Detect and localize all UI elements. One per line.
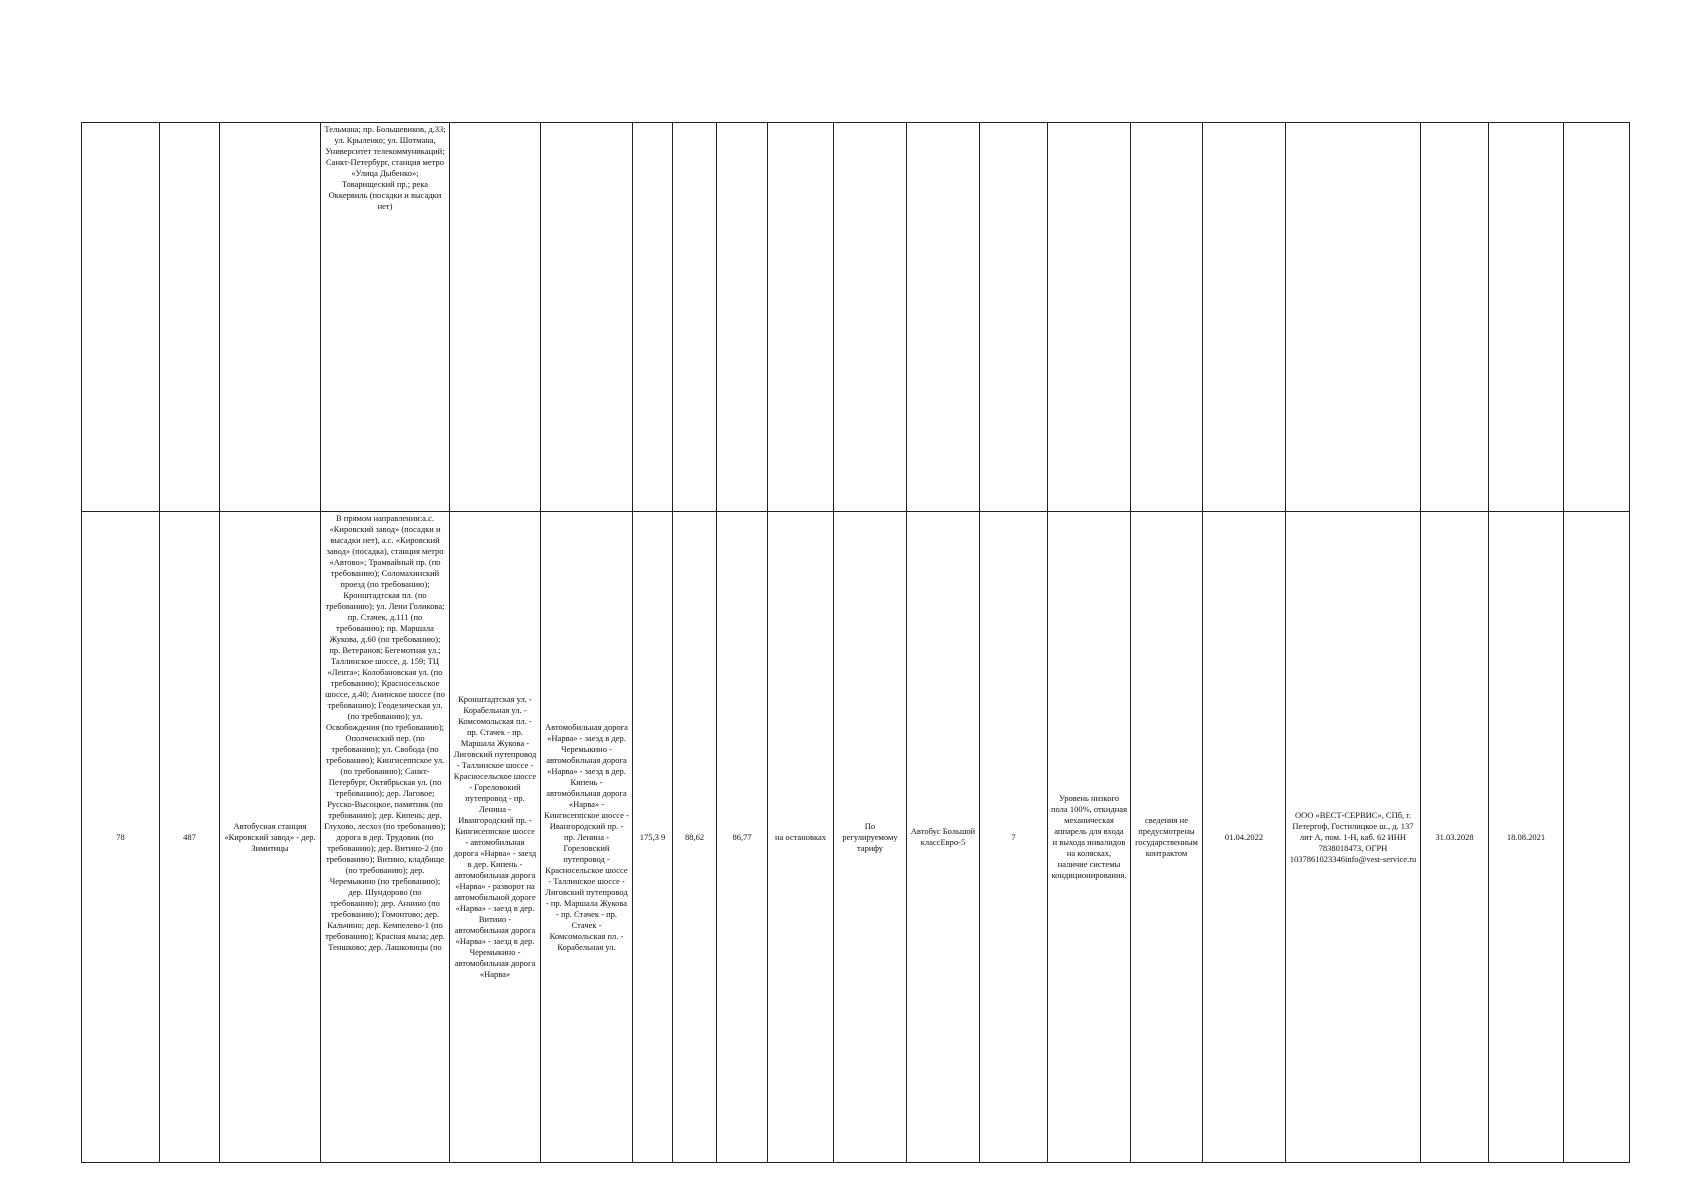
cell-end-date: 31.03.2028 bbox=[1421, 512, 1489, 1163]
cell-start-date: 01.04.2022 bbox=[1203, 512, 1286, 1163]
cell-subsidy bbox=[1131, 123, 1203, 512]
cell-registry-date: 18.08.2021 bbox=[1489, 512, 1564, 1163]
cell-route-name bbox=[220, 123, 321, 512]
cell-route-number: 487 bbox=[160, 512, 220, 1163]
cell-path-forward bbox=[450, 123, 541, 512]
cell-number bbox=[82, 123, 160, 512]
cell-path-forward: Кронштадтская ул. - Корабельная ул. - Комсомольская пл. - пр. Стачек - пр. Маршала Жукова - Лиговский путепровод - Таллинское шоссе - Красносельское шоссе - Гореловокий путепровод - пр. Ленина - Ивангородский пр. - Кингисеппское шоссе - автомобильная дорога «Нарва» - заезд в дер. Кипень - автомобильная дорога «Нарва» - разворот на автомобильной дороге «Нарва» - заезд в дер. Витино - автомобильная дорога «Нарва» - заезд в дер. Черемыкино - автомобильная дорога «Нарва» bbox=[450, 512, 541, 1163]
cell-subsidy: сведения не предусмотрены государственным контрактом bbox=[1131, 512, 1203, 1163]
table-row bbox=[82, 123, 1630, 512]
cell-length-total: 175,3 9 bbox=[633, 512, 673, 1163]
cell-tariff bbox=[834, 123, 907, 512]
cell-registry-date bbox=[1489, 123, 1564, 512]
cell-carrier: ООО «ВЕСТ-СЕРВИС», СПб, г. Петергоф, Гостилицкое ш., д. 137 лит А, пом. 1-Н, каб. 62 ИНН 7838018473, ОГРН 1037861023346info@vest-service.ru bbox=[1286, 512, 1421, 1163]
cell-note bbox=[1564, 123, 1630, 512]
registry-table-page bbox=[81, 122, 1629, 1162]
cell-note bbox=[1564, 512, 1630, 1163]
cell-stops: В прямом направлении:а.с. «Кировский завод» (посадки и высадки нет), а.с. «Кировский завод» (посадка), станция метро «Автово»; Трамвайный пр. (по требованию); Соломахинский проезд (по требованию); Кронштадтская пл. (по требованию); ул. Лени Голикова; пр. Стачек, д.111 (по требованию); пр. Маршала Жукова, д.60 (по требованию); пр. Ветеранов; Бегемотная ул.; Таллинское шоссе, д. 159; ТЦ «Лента»; Колобановская ул. (по требованию); Красносельское шоссе, д.40; Анинское шоссе (по требованию); Геодезическая ул. (по требованию); ул. Освобождения (по требованию); Ополченский пер. (по требованию); ул. Свобода (по требованию); Кингисеппское ул. (по требованию); Санкт-Петербург, Октябрьская ул. (по требованию); дер. Лаговое; Русско-Высоцкое, памятник (по требованию); дер. Кипень; дер. Глухово, лесхоз (по требованию); дорога в дер. Трудовик (по требованию); дер. Витино-2 (по требованию); Витино, кладбище (по требованию); дер. Черемыкино (по требованию); дер. Шундорово (по требованию); дер. Аннино (по требованию); Гомонтово; дер. Кальчино; дер. Кемпелево-1 (по требованию); Красная мыза; дер. Теншково; дер. Лашковицы (по bbox=[321, 512, 450, 1163]
cell-route-number bbox=[160, 123, 220, 512]
cell-path-backward bbox=[541, 123, 633, 512]
cell-vehicle bbox=[907, 123, 980, 512]
cell-tariff: По регулируемому тарифу bbox=[834, 512, 907, 1163]
cell-length-forward bbox=[673, 123, 717, 512]
routes-registry-table bbox=[81, 122, 1630, 1163]
cell-accessibility: Уровень низкого пола 100%, откидная механическая аппарель для входа и выхода инвалидов на колясках, наличие системы кондиционирования. bbox=[1048, 512, 1131, 1163]
cell-end-date bbox=[1421, 123, 1489, 512]
cell-length-total bbox=[633, 123, 673, 512]
cell-length-backward bbox=[717, 123, 768, 512]
cell-stops: Тельмана; пр. Большевиков, д.33; ул. Крыленко; ул. Шотмана, Университет телекоммуникаций; Санкт-Петербург, станция метро «Улица Дыбенко»; Товарищеский пр.; река Оккервиль (посадки и высадки нет) bbox=[321, 123, 450, 512]
cell-start-date bbox=[1203, 123, 1286, 512]
cell-vehicle-count: 7 bbox=[980, 512, 1048, 1163]
table-row bbox=[82, 512, 1630, 1163]
cell-vehicle-count bbox=[980, 123, 1048, 512]
cell-boarding-order bbox=[768, 123, 834, 512]
cell-accessibility bbox=[1048, 123, 1131, 512]
cell-number: 78 bbox=[82, 512, 160, 1163]
cell-path-backward: Автомобильная дорога «Нарва» - заезд в дер. Черемыкино - автомобильная дорога «Нарва» - заезд в дер. Кипень - автомобильная дорога «Нарва» - Кингисеппское шоссе - Ивангородский пр. - пр. Ленина - Гореловский путепровод - Красносельское шоссе - Таллинское шоссе - Лиговский путепровод - пр. Маршала Жукова - пр. Стачек - пр. Стачек - Комсомольская пл. - Корабельная ул. bbox=[541, 512, 633, 1163]
cell-boarding-order: на остановках bbox=[768, 512, 834, 1163]
cell-length-forward: 88,62 bbox=[673, 512, 717, 1163]
cell-route-name: Автобусная станция «Кировский завод» - дер. Зимитицы bbox=[220, 512, 321, 1163]
cell-vehicle: Автобус Большой классЕвро-5 bbox=[907, 512, 980, 1163]
cell-length-backward: 86,77 bbox=[717, 512, 768, 1163]
cell-carrier bbox=[1286, 123, 1421, 512]
